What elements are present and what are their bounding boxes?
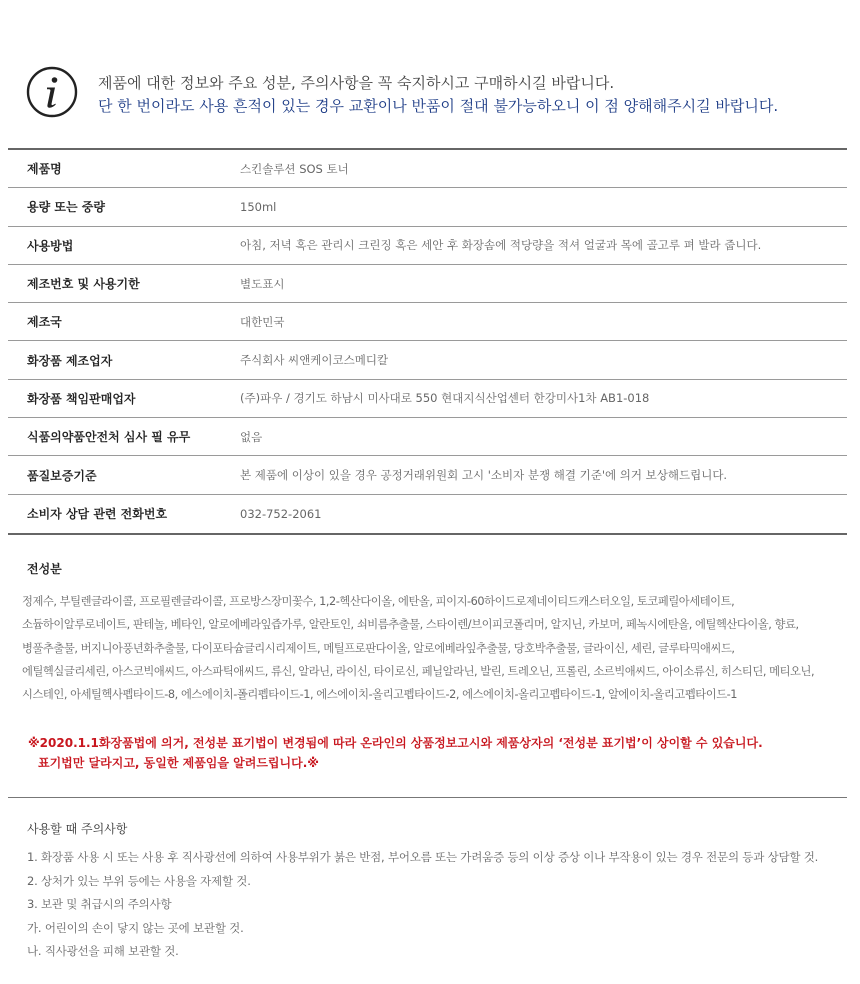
ingredients-line: 소듐하이알루로네이트, 판테놀, 베타인, 알로에베라잎즙가루, 알란토인, 쇠비름추출물, 스타이렌/브이피코폴리머, 알지닌, 카보머, 페녹시에탄올, 에틸헥산다이올, 향료, (22, 618, 799, 632)
info-label: 소비자 상담 관련 전화번호 (27, 507, 168, 522)
info-row-country (8, 303, 847, 341)
info-label: 화장품 제조업자 (27, 353, 113, 368)
info-value: 스킨솔루션 SOS 토너 (240, 161, 349, 176)
info-value: 아침, 저녁 혹은 관리시 크린징 혹은 세안 후 화장솜에 적당량을 적셔 얼굴과 목에 골고루 펴 발라 줍니다. (240, 238, 762, 253)
info-value: 주식회사 씨앤케이코스메디칼 (240, 353, 389, 368)
info-label: 제조국 (27, 315, 62, 330)
info-row-volume (8, 188, 847, 226)
warning-line: 표기법만 달라지고, 동일한 제품임을 알려드립니다.※ (38, 756, 319, 770)
info-row-lot-expiry (8, 265, 847, 303)
caution-title: 사용할 때 주의사항 (27, 822, 128, 836)
caution-item: 1. 화장품 사용 시 또는 사용 후 직사광선에 의하여 사용부위가 붉은 반점, 부어오름 또는 가려움증 등의 이상 증상 이나 부작용이 있는 경우 전문의 등과 상담할 것. (27, 850, 819, 864)
info-label: 사용방법 (27, 238, 74, 253)
info-row-product-name (8, 150, 847, 188)
info-row-phone (8, 495, 847, 533)
section-divider (8, 797, 847, 798)
info-value: (주)파우 / 경기도 하남시 미사대로 550 현대지식산업센터 한강미사1차 AB1-018 (240, 391, 650, 406)
ingredient-label-warning (28, 733, 763, 773)
info-label: 제품명 (27, 162, 62, 177)
notice-warning-text: 단 한 번이라도 사용 흔적이 있는 경우 교환이나 반품이 절대 불가능하오니 이 점 양해해주시길 바랍니다. (98, 97, 779, 115)
info-value: 150ml (240, 199, 277, 214)
info-label: 품질보증기준 (27, 468, 97, 483)
info-row-quality-standard (8, 456, 847, 494)
notice-text: 제품에 대한 정보와 주요 성분, 주의사항을 꼭 숙지하시고 구매하시길 바랍니다. (98, 74, 615, 92)
info-value: 대한민국 (240, 314, 285, 329)
notice-section (26, 66, 846, 122)
ingredients-line: 에틸헥실글리세린, 아스코빅애씨드, 아스파틱애씨드, 류신, 알라닌, 라이신, 타이로신, 페닐알라닌, 발린, 트레오닌, 프롤린, 소르빅애씨드, 아이소류신, 히스티딘, 메티오닌, (22, 664, 815, 678)
info-label: 용량 또는 중량 (27, 200, 105, 215)
info-icon (26, 66, 78, 118)
info-row-usage (8, 227, 847, 265)
info-row-distributor (8, 380, 847, 418)
ingredients-line: 시스테인, 아세틸헥사펩타이드-8, 에스에이치-폴리펩타이드-1, 에스에이치-올리고펩타이드-2, 에스에이치-올리고펩타이드-1, 알에이치-올리고펩타이드-1 (22, 688, 738, 702)
caution-item: 가. 어린이의 손이 닿지 않는 곳에 보관할 것. (27, 920, 244, 935)
ingredients-list (22, 590, 850, 706)
info-value: 별도표시 (240, 276, 285, 291)
info-value: 없음 (240, 429, 263, 444)
ingredients-line: 정제수, 부틸렌글라이콜, 프로필렌글라이콜, 프로방스장미꽃수, 1,2-헥산다이올, 에탄올, 피이지-60하이드로제네이티드캐스터오일, 토코페릴아세테이트, (22, 595, 735, 608)
caution-item: 나. 직사광선을 피해 보관할 것. (27, 944, 179, 958)
product-info-table (8, 148, 847, 535)
ingredients-line: 병풀추출물, 버지니아풍년화추출물, 다이포타슘글리시리제이트, 메틸프로판다이올, 알로에베라잎추출물, 당호박추출물, 글라이신, 세린, 글루타믹애씨드, (22, 641, 735, 655)
caution-list (27, 846, 847, 964)
info-row-manufacturer (8, 341, 847, 379)
info-label: 제조번호 및 사용기한 (27, 277, 140, 292)
warning-line: ※2020.1.1화장품법에 의거, 전성분 표기법이 변경됨에 따라 온라인의 상품정보고시와 제품상자의 ‘전성분 표기법’이 상이할 수 있습니다. (28, 736, 763, 750)
ingredients-title: 전성분 (27, 562, 62, 576)
caution-item: 2. 상처가 있는 부위 등에는 사용을 자제할 것. (27, 873, 251, 888)
info-row-mfds-review (8, 418, 847, 456)
info-label: 식품의약품안전처 심사 필 유무 (27, 430, 191, 445)
caution-item: 3. 보관 및 취급시의 주의사항 (27, 897, 172, 911)
info-value: 본 제품에 이상이 있을 경우 공정거래위원회 고시 '소비자 분쟁 해결 기준'에 의거 보상해드립니다. (240, 468, 728, 483)
info-label: 화장품 책임판매업자 (27, 391, 136, 406)
info-value: 032-752-2061 (240, 506, 322, 521)
